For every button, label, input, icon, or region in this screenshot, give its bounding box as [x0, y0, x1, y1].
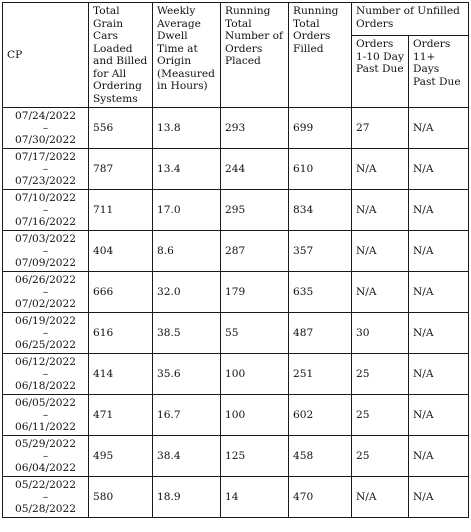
cp-end-date: 07/23/2022	[14, 175, 77, 187]
cell-orders-placed: 179	[221, 272, 289, 313]
header-total-grain-cars: Total Grain Cars Loaded and Billed for All Ordering Systems	[89, 3, 153, 108]
table-row	[3, 231, 469, 272]
cp-end-date: 07/02/2022	[14, 298, 77, 310]
cell-dwell-time: 38.5	[153, 313, 221, 354]
cell-orders-filled: 602	[289, 395, 352, 436]
cell-total-cars: 414	[89, 354, 153, 395]
cp-dash: –	[42, 450, 49, 462]
cp-start-date: 06/19/2022	[14, 315, 77, 327]
cell-past-due-11: N/A	[409, 436, 469, 477]
cell-total-cars: 471	[89, 395, 153, 436]
header-cp: CP	[3, 3, 89, 108]
cell-past-due-11: N/A	[409, 272, 469, 313]
cell-total-cars: 556	[89, 108, 153, 149]
cp-end-date: 06/04/2022	[14, 462, 77, 474]
cell-orders-filled: 635	[289, 272, 352, 313]
cell-cp-period	[3, 395, 89, 436]
cp-start-date: 05/29/2022	[14, 438, 77, 450]
cell-total-cars: 495	[89, 436, 153, 477]
cell-orders-placed: 293	[221, 108, 289, 149]
cell-orders-filled: 251	[289, 354, 352, 395]
cell-orders-filled: 699	[289, 108, 352, 149]
cell-total-cars: 787	[89, 149, 153, 190]
cp-dash: –	[42, 327, 49, 339]
cp-dash: –	[42, 122, 49, 134]
cp-start-date: 07/24/2022	[14, 110, 77, 122]
cell-dwell-time: 16.7	[153, 395, 221, 436]
cp-start-date: 05/22/2022	[14, 479, 77, 491]
cell-orders-filled: 357	[289, 231, 352, 272]
cell-past-due-1-10: 25	[352, 395, 409, 436]
cell-past-due-11: N/A	[409, 231, 469, 272]
cell-orders-filled: 458	[289, 436, 352, 477]
cell-past-due-11: N/A	[409, 190, 469, 231]
cell-orders-placed: 14	[221, 477, 289, 518]
table-row	[3, 149, 469, 190]
cell-past-due-1-10: 25	[352, 436, 409, 477]
header-dwell-time: Weekly Average Dwell Time at Origin (Measured in Hours)	[153, 3, 221, 108]
cp-dash: –	[42, 409, 49, 421]
cp-start-date: 06/26/2022	[14, 274, 77, 286]
cp-dash: –	[42, 286, 49, 298]
cell-past-due-1-10: N/A	[352, 272, 409, 313]
grain-car-table-container	[2, 2, 469, 518]
cell-total-cars: 711	[89, 190, 153, 231]
cell-dwell-time: 35.6	[153, 354, 221, 395]
cell-orders-placed: 100	[221, 395, 289, 436]
cell-past-due-1-10: N/A	[352, 149, 409, 190]
cell-orders-placed: 55	[221, 313, 289, 354]
cell-dwell-time: 17.0	[153, 190, 221, 231]
cell-cp-period	[3, 190, 89, 231]
cell-orders-filled: 610	[289, 149, 352, 190]
cp-end-date: 05/28/2022	[14, 503, 77, 515]
cp-end-date: 06/11/2022	[14, 421, 77, 433]
table-row	[3, 108, 469, 149]
cell-orders-placed: 100	[221, 354, 289, 395]
cell-cp-period	[3, 149, 89, 190]
cell-dwell-time: 8.6	[153, 231, 221, 272]
header-past-due-1-10: Orders 1-10 Day Past Due	[352, 36, 409, 108]
cp-start-date: 07/17/2022	[14, 151, 77, 163]
table-row	[3, 272, 469, 313]
cell-past-due-1-10: N/A	[352, 231, 409, 272]
cell-dwell-time: 18.9	[153, 477, 221, 518]
cell-orders-placed: 295	[221, 190, 289, 231]
cell-orders-placed: 125	[221, 436, 289, 477]
cell-past-due-11: N/A	[409, 149, 469, 190]
cell-past-due-1-10: N/A	[352, 477, 409, 518]
cell-total-cars: 404	[89, 231, 153, 272]
cell-orders-placed: 287	[221, 231, 289, 272]
table-row	[3, 354, 469, 395]
cell-past-due-11: N/A	[409, 354, 469, 395]
cell-dwell-time: 32.0	[153, 272, 221, 313]
cell-past-due-11: N/A	[409, 477, 469, 518]
cp-end-date: 06/18/2022	[14, 380, 77, 392]
cp-end-date: 07/09/2022	[14, 257, 77, 269]
cell-cp-period	[3, 313, 89, 354]
table-row	[3, 395, 469, 436]
cell-past-due-1-10: N/A	[352, 190, 409, 231]
cp-start-date: 06/05/2022	[14, 397, 77, 409]
cell-cp-period	[3, 354, 89, 395]
cell-cp-period	[3, 477, 89, 518]
cell-cp-period	[3, 436, 89, 477]
table-header	[3, 3, 469, 108]
cell-past-due-11: N/A	[409, 395, 469, 436]
cell-orders-filled: 487	[289, 313, 352, 354]
cp-start-date: 07/10/2022	[14, 192, 77, 204]
cp-end-date: 06/25/2022	[14, 339, 77, 351]
cp-start-date: 07/03/2022	[14, 233, 77, 245]
cp-dash: –	[42, 204, 49, 216]
grain-car-table	[2, 2, 469, 518]
cell-dwell-time: 38.4	[153, 436, 221, 477]
cp-dash: –	[42, 491, 49, 503]
cp-start-date: 06/12/2022	[14, 356, 77, 368]
cell-past-due-11: N/A	[409, 108, 469, 149]
header-past-due-11: Orders 11+ Days Past Due	[409, 36, 469, 108]
cell-dwell-time: 13.8	[153, 108, 221, 149]
table-row	[3, 436, 469, 477]
cell-past-due-11: N/A	[409, 313, 469, 354]
cell-dwell-time: 13.4	[153, 149, 221, 190]
cell-total-cars: 580	[89, 477, 153, 518]
table-body	[3, 108, 469, 518]
cell-total-cars: 616	[89, 313, 153, 354]
table-row	[3, 313, 469, 354]
cp-end-date: 07/30/2022	[14, 134, 77, 146]
table-row	[3, 477, 469, 518]
cell-past-due-1-10: 25	[352, 354, 409, 395]
header-orders-filled: Running Total Orders Filled	[289, 3, 352, 108]
cell-cp-period	[3, 108, 89, 149]
cell-cp-period	[3, 231, 89, 272]
cp-end-date: 07/16/2022	[14, 216, 77, 228]
cell-past-due-1-10: 27	[352, 108, 409, 149]
cell-cp-period	[3, 272, 89, 313]
cell-orders-filled: 470	[289, 477, 352, 518]
header-unfilled-orders: Number of Unfilled Orders	[352, 3, 469, 36]
cp-dash: –	[42, 368, 49, 380]
table-row	[3, 190, 469, 231]
cell-total-cars: 666	[89, 272, 153, 313]
cp-dash: –	[42, 163, 49, 175]
cell-orders-placed: 244	[221, 149, 289, 190]
cell-orders-filled: 834	[289, 190, 352, 231]
cell-past-due-1-10: 30	[352, 313, 409, 354]
cp-dash: –	[42, 245, 49, 257]
header-orders-placed: Running Total Number of Orders Placed	[221, 3, 289, 108]
